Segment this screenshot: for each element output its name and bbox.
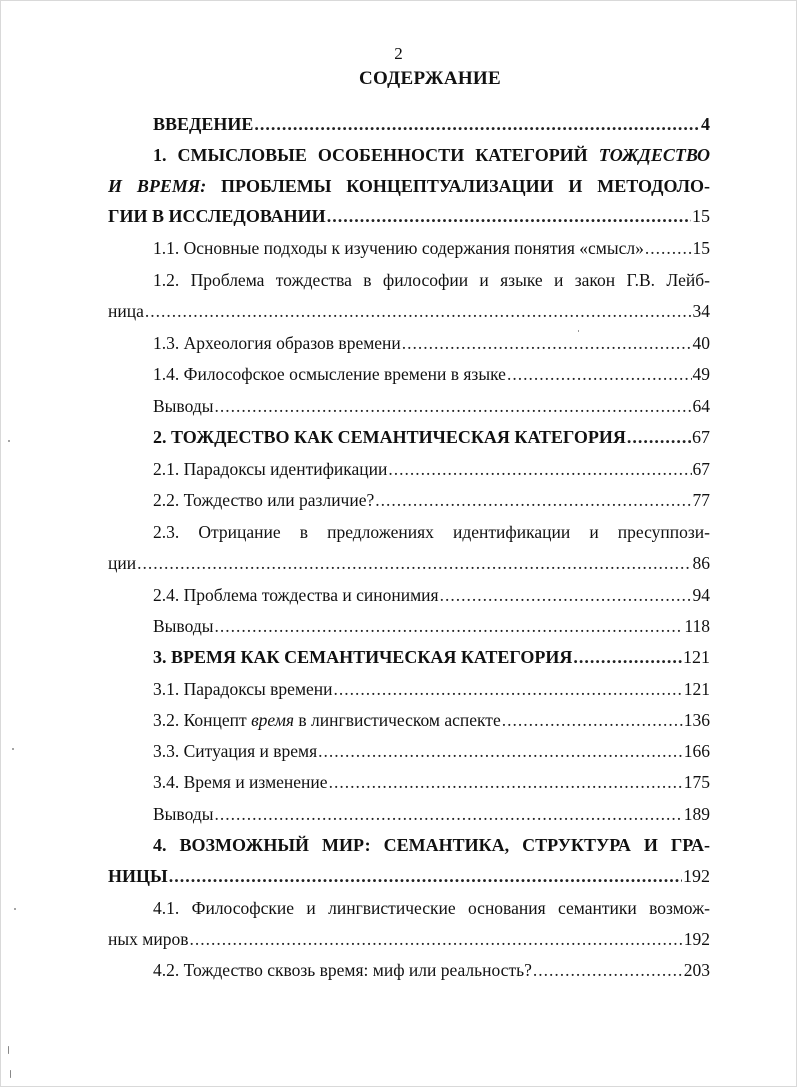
toc-entry-title: ГИИ В ИССЛЕДОВАНИИ	[108, 206, 326, 226]
toc-entry-page: 40	[692, 333, 710, 353]
toc-leader-dots	[214, 804, 682, 825]
page-title: СОДЕРЖАНИЕ	[359, 68, 501, 89]
toc-entry-page: 34	[692, 301, 710, 321]
toc-entry-title-part: в лингвистическом аспекте	[294, 710, 501, 730]
toc-entry-page: 15	[692, 238, 710, 258]
toc-entry-title: 3. ВРЕМЯ КАК СЕМАНТИЧЕСКАЯ КАТЕГОРИЯ	[153, 647, 573, 667]
toc-entry-1-1	[153, 238, 710, 264]
toc-entry-title: 1.4. Философское осмысление времени в языке	[153, 364, 506, 384]
toc-entry-title: 1.2. Проблема тождества в философии и языке и закон Г.В. Лейб-	[153, 270, 710, 290]
scan-speck	[8, 1046, 9, 1054]
toc-leader-dots	[254, 114, 700, 135]
toc-entry-title-part: 3.2. Концепт	[153, 710, 252, 730]
toc-leader-dots	[573, 647, 682, 668]
toc-entry-2-1	[153, 459, 710, 485]
scan-speck	[578, 330, 579, 332]
scan-speck	[8, 440, 10, 442]
toc-chapter-1-line-1	[153, 145, 710, 171]
toc-leader-dots	[627, 427, 691, 448]
toc-leader-dots	[334, 679, 683, 700]
toc-leader-dots	[402, 333, 692, 354]
toc-entry-title: ных миров	[108, 929, 189, 949]
toc-entry-title: Выводы	[153, 616, 214, 636]
toc-entry-title: 4.1. Философские и лингвистические основания семантики возмож-	[153, 898, 710, 918]
toc-entry-page: 15	[692, 206, 710, 226]
toc-leader-dots	[375, 490, 691, 511]
toc-leader-dots	[318, 741, 683, 762]
toc-entry-introduction	[153, 114, 710, 140]
toc-leader-dots	[645, 238, 692, 259]
toc-entry-page: 121	[683, 679, 710, 699]
toc-leader-dots	[169, 866, 682, 887]
toc-entry-page: 67	[692, 459, 710, 479]
toc-entry-title: 2.1. Парадоксы идентификации	[153, 459, 388, 479]
toc-chapter-1-line-3	[108, 206, 710, 232]
toc-entry-page: 121	[683, 647, 710, 667]
toc-chapter-2	[153, 427, 710, 453]
scan-speck	[10, 1070, 11, 1078]
toc-entry-1-3	[153, 333, 710, 359]
toc-entry-page: 86	[692, 553, 710, 573]
toc-entry-title: ции	[108, 553, 137, 573]
toc-leader-dots	[327, 206, 691, 227]
scan-speck	[14, 908, 16, 910]
toc-entry-2-4	[153, 585, 710, 611]
toc-entry-title: Выводы	[153, 396, 214, 416]
toc-entry-4-1-line-1	[153, 898, 710, 924]
toc-entry-title: 4. ВОЗМОЖНЫЙ МИР: СЕМАНТИКА, СТРУКТУРА И ГРА-	[153, 835, 710, 855]
toc-entry-title: 3.3. Ситуация и время	[153, 741, 318, 761]
toc-entry-title: 2. ТОЖДЕСТВО КАК СЕМАНТИЧЕСКАЯ КАТЕГОРИЯ	[153, 427, 626, 447]
scan-speck	[12, 748, 14, 750]
toc-leader-dots	[214, 616, 683, 637]
toc-leader-dots	[214, 396, 691, 417]
toc-leader-dots	[502, 710, 683, 731]
toc-entry-3-4	[153, 772, 710, 798]
toc-entry-page: 175	[683, 772, 710, 792]
toc-entry-3-conclusions	[153, 804, 710, 830]
toc-entry-title: Выводы	[153, 804, 214, 824]
toc-entry-page: 94	[692, 585, 710, 605]
toc-leader-dots	[388, 459, 691, 480]
toc-leader-dots	[507, 364, 692, 385]
toc-entry-page: 49	[692, 364, 710, 384]
toc-entry-title: ница	[108, 301, 144, 321]
toc-entry-1-4	[153, 364, 710, 390]
toc-entry-title: 2.4. Проблема тождества и синонимия	[153, 585, 439, 605]
toc-leader-dots	[145, 301, 692, 322]
toc-entry-4-1-line-2	[108, 929, 710, 955]
toc-chapter-4-line-2	[108, 866, 710, 892]
toc-entry-2-2	[153, 490, 710, 516]
toc-entry-title-italic: И ВРЕМЯ:	[108, 176, 207, 196]
toc-entry-page: 192	[683, 866, 710, 886]
toc-entry-title: 1. СМЫСЛОВЫЕ ОСОБЕННОСТИ КАТЕГОРИЙ	[153, 145, 599, 165]
toc-entry-3-1	[153, 679, 710, 705]
toc-entry-page: 4	[701, 114, 710, 134]
toc-entry-title: 3.4. Время и изменение	[153, 772, 328, 792]
toc-entry-title: ПРОБЛЕМЫ КОНЦЕПТУАЛИЗАЦИИ И МЕТОДОЛО-	[206, 176, 710, 196]
toc-entry-4-2	[153, 960, 710, 986]
page-number: 2	[394, 44, 403, 63]
toc-entry-page: 192	[683, 929, 710, 949]
toc-entry-page: 67	[692, 427, 710, 447]
toc-entry-title: 1.1. Основные подходы к изучению содержания понятия «смысл»	[153, 238, 644, 258]
toc-entry-title-italic: ТОЖДЕСТВО	[598, 145, 710, 165]
toc-entry-3-3	[153, 741, 710, 767]
toc-entry-page: 118	[684, 616, 710, 636]
toc-entry-title-italic: время	[251, 710, 295, 730]
toc-entry-title: 4.2. Тождество сквозь время: миф или реальность?	[153, 960, 532, 980]
toc-entry-1-conclusions	[153, 396, 710, 422]
toc-entry-2-3-line-2	[108, 553, 710, 579]
toc-entry-page: 136	[683, 710, 710, 730]
toc-leader-dots	[189, 929, 682, 950]
toc-chapter-1-line-2	[108, 176, 710, 202]
toc-entry-1-2-line-2	[108, 301, 710, 327]
toc-entry-3-2	[153, 710, 710, 736]
toc-entry-title: НИЦЫ	[108, 866, 168, 886]
toc-chapter-4-line-1	[153, 835, 710, 861]
toc-entry-page: 203	[683, 960, 710, 980]
toc-entry-2-3-line-1	[153, 522, 710, 548]
toc-leader-dots	[440, 585, 692, 606]
toc-entry-page: 77	[692, 490, 710, 510]
toc-leader-dots	[533, 960, 683, 981]
toc-entry-title	[153, 710, 501, 731]
toc-leader-dots	[137, 553, 691, 574]
toc-entry-page: 64	[692, 396, 710, 416]
toc-entry-2-conclusions	[153, 616, 710, 642]
toc-entry-title: ВВЕДЕНИЕ	[153, 114, 254, 134]
toc-chapter-3	[153, 647, 710, 673]
toc-entry-page: 189	[683, 804, 710, 824]
toc-entry-1-2-line-1	[153, 270, 710, 296]
toc-entry-title: 2.3. Отрицание в предложениях идентификации и пресуппози-	[153, 522, 710, 542]
toc-entry-title: 1.3. Археология образов времени	[153, 333, 401, 353]
toc-entry-title: 2.2. Тождество или различие?	[153, 490, 375, 510]
toc-leader-dots	[329, 772, 683, 793]
toc-entry-title: 3.1. Парадоксы времени	[153, 679, 333, 699]
toc-entry-page: 166	[683, 741, 710, 761]
